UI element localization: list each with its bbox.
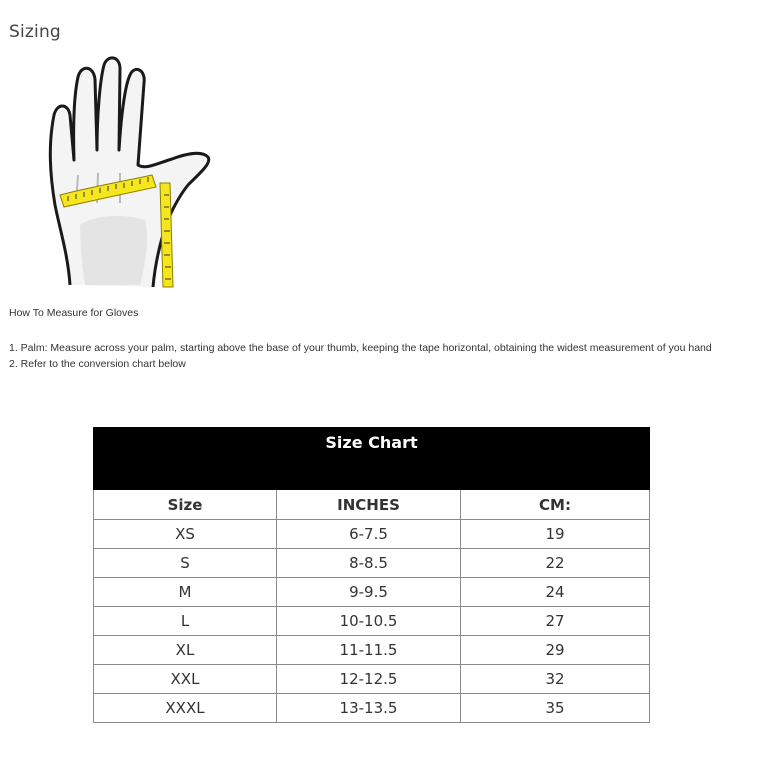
size-chart-table: [93, 427, 650, 723]
cm-cell: 27: [461, 607, 650, 636]
table-row: [94, 520, 650, 549]
measure-instructions-title: How To Measure for Gloves: [9, 307, 139, 319]
inches-cell: 11-11.5: [277, 636, 461, 665]
inches-cell: 10-10.5: [277, 607, 461, 636]
size-cell: L: [94, 607, 277, 636]
cm-cell: 32: [461, 665, 650, 694]
inches-cell: 12-12.5: [277, 665, 461, 694]
cm-cell: 22: [461, 549, 650, 578]
instruction-step: 2. Refer to the conversion chart below: [9, 358, 186, 370]
table-row: [94, 549, 650, 578]
column-header-inches: INCHES: [277, 490, 461, 520]
column-header-cm: CM:: [461, 490, 650, 520]
inches-cell: 9-9.5: [277, 578, 461, 607]
cm-cell: 24: [461, 578, 650, 607]
table-row: [94, 694, 650, 723]
size-cell: XS: [94, 520, 277, 549]
column-header-size: Size: [94, 490, 277, 520]
inches-cell: 6-7.5: [277, 520, 461, 549]
instruction-step: 1. Palm: Measure across your palm, starting above the base of your thumb, keeping the tape horizontal, obtaining the widest measurement of you hand: [9, 342, 712, 354]
measure-instructions: [9, 340, 712, 372]
hand-measuring-illustration: [40, 55, 220, 290]
table-row: [94, 665, 650, 694]
inches-cell: 8-8.5: [277, 549, 461, 578]
size-cell: M: [94, 578, 277, 607]
page-title: Sizing: [9, 22, 61, 42]
table-row: [94, 636, 650, 665]
table-row: [94, 607, 650, 636]
table-header-row: [94, 490, 650, 520]
size-cell: XXXL: [94, 694, 277, 723]
table-row: [94, 578, 650, 607]
cm-cell: 35: [461, 694, 650, 723]
size-chart-title: Size Chart: [94, 428, 650, 490]
size-cell: XXL: [94, 665, 277, 694]
cm-cell: 29: [461, 636, 650, 665]
size-cell: XL: [94, 636, 277, 665]
size-cell: S: [94, 549, 277, 578]
inches-cell: 13-13.5: [277, 694, 461, 723]
cm-cell: 19: [461, 520, 650, 549]
